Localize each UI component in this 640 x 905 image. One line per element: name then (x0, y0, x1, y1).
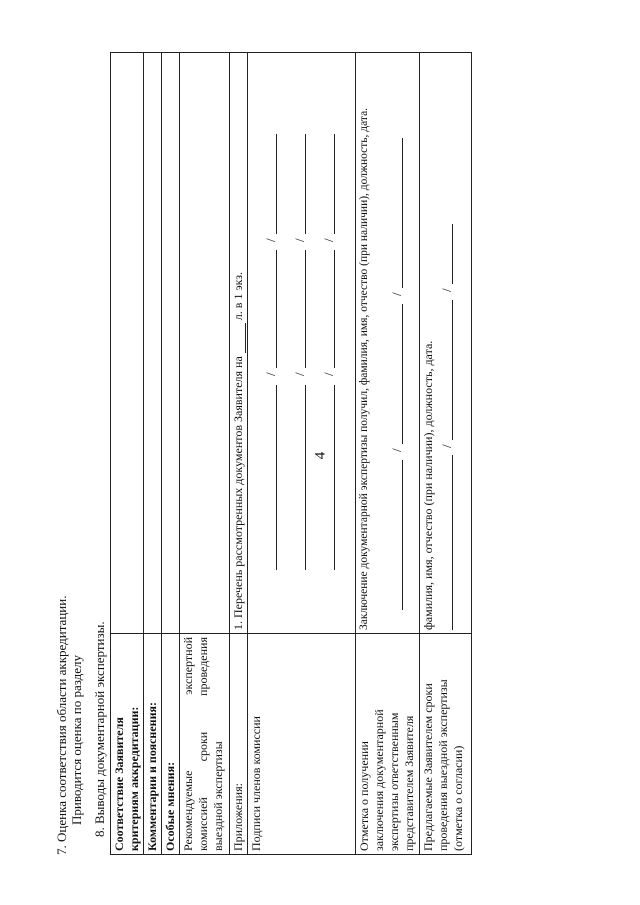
signature-segment (334, 385, 335, 570)
label-recommended-terms (180, 634, 230, 855)
signature-segment (305, 385, 306, 570)
label-line: Предлагаемые Заявителем сроки (421, 683, 435, 851)
table-row (180, 53, 230, 855)
separator-slash: / (389, 292, 404, 296)
separator-slash: / (263, 238, 278, 242)
separator-slash: / (439, 288, 454, 292)
value-attachments (230, 53, 248, 634)
signature-segment (276, 250, 277, 368)
label-attachments: Приложения: (230, 634, 248, 855)
table-row (162, 53, 180, 855)
value-receipt-mark (356, 53, 420, 634)
label-line: представителем Заявителя (402, 715, 416, 851)
separator-slash: / (321, 372, 336, 376)
signature-segment (402, 304, 403, 444)
signature-segment (276, 134, 277, 234)
signature-line (263, 56, 281, 630)
signature-segment (334, 250, 335, 368)
table-row (111, 53, 144, 855)
separator-slash: / (292, 238, 307, 242)
label-receipt-mark (356, 634, 420, 855)
label-line: экспертизы ответственным (387, 712, 401, 851)
table-row (420, 53, 472, 855)
label-line: проведения выездной экспертизы (436, 679, 450, 851)
value-proposed-terms (420, 53, 472, 634)
table-row (356, 53, 420, 855)
signature-segment (402, 138, 403, 288)
label-line: выездной экспертизы (211, 741, 225, 851)
page-number: 4 (312, 451, 329, 460)
label-compliance (111, 634, 144, 855)
separator-slash: / (389, 448, 404, 452)
label-special-opinions: Особые мнения: (162, 634, 180, 855)
section-7-note: Приводится оценка по разделу (69, 654, 84, 825)
signature-line (321, 56, 339, 630)
label-signatures: Подписи членов комиссии (248, 634, 356, 855)
attachment-text: 1. Перечень рассмотренных документов Заявителя на (231, 356, 245, 630)
signature-segment (452, 455, 453, 630)
conclusions-table (110, 52, 472, 855)
label-line: комиссией сроки проведения (196, 637, 210, 851)
section-7-title: 7. Оценка соответствия области аккредитации. (54, 595, 69, 855)
separator-slash: / (263, 372, 278, 376)
value-recommended-terms (180, 53, 230, 634)
table-row (144, 53, 162, 855)
signature-segment (305, 134, 306, 234)
label-proposed-terms (420, 634, 472, 855)
separator-slash: / (292, 372, 307, 376)
blank-line (233, 323, 246, 353)
label-line: (отметка о согласии) (451, 745, 465, 851)
separator-slash: / (321, 238, 336, 242)
signature-segment (305, 250, 306, 368)
attachment-tail: л. в 1 экз. (231, 271, 245, 321)
signature-segment (334, 134, 335, 234)
table-row (248, 53, 356, 855)
receipt-text: Заключение документарной экспертизы получил, фамилия, имя, отчество (при наличии), должность, дата. (358, 107, 370, 630)
value-signatures (248, 53, 356, 634)
signature-segment (402, 460, 403, 610)
signature-segment (276, 385, 277, 570)
table-row (230, 53, 248, 855)
label-line: Отметка о получении (357, 741, 371, 851)
signature-line (292, 56, 310, 630)
label-line: Рекомендуемые экспертной (181, 637, 195, 851)
value-comments (144, 53, 162, 634)
proposed-signature-line (439, 56, 457, 630)
label-line: Соответствие Заявителя (112, 717, 126, 851)
signature-segment (452, 224, 453, 284)
value-compliance (111, 53, 144, 634)
separator-slash: / (439, 444, 454, 448)
receipt-signature-line (389, 56, 407, 630)
label-comments: Комментарии и пояснения: (144, 634, 162, 855)
value-special-opinions (162, 53, 180, 634)
label-line: критериям аккредитации: (127, 706, 141, 851)
label-line: заключения документарной (372, 709, 386, 851)
section-8-title: 8. Выводы документарной экспертизы. (92, 621, 107, 837)
signature-segment (452, 300, 453, 440)
proposed-text: фамилия, имя, отчество (при наличии), должность, дата. (421, 340, 435, 630)
